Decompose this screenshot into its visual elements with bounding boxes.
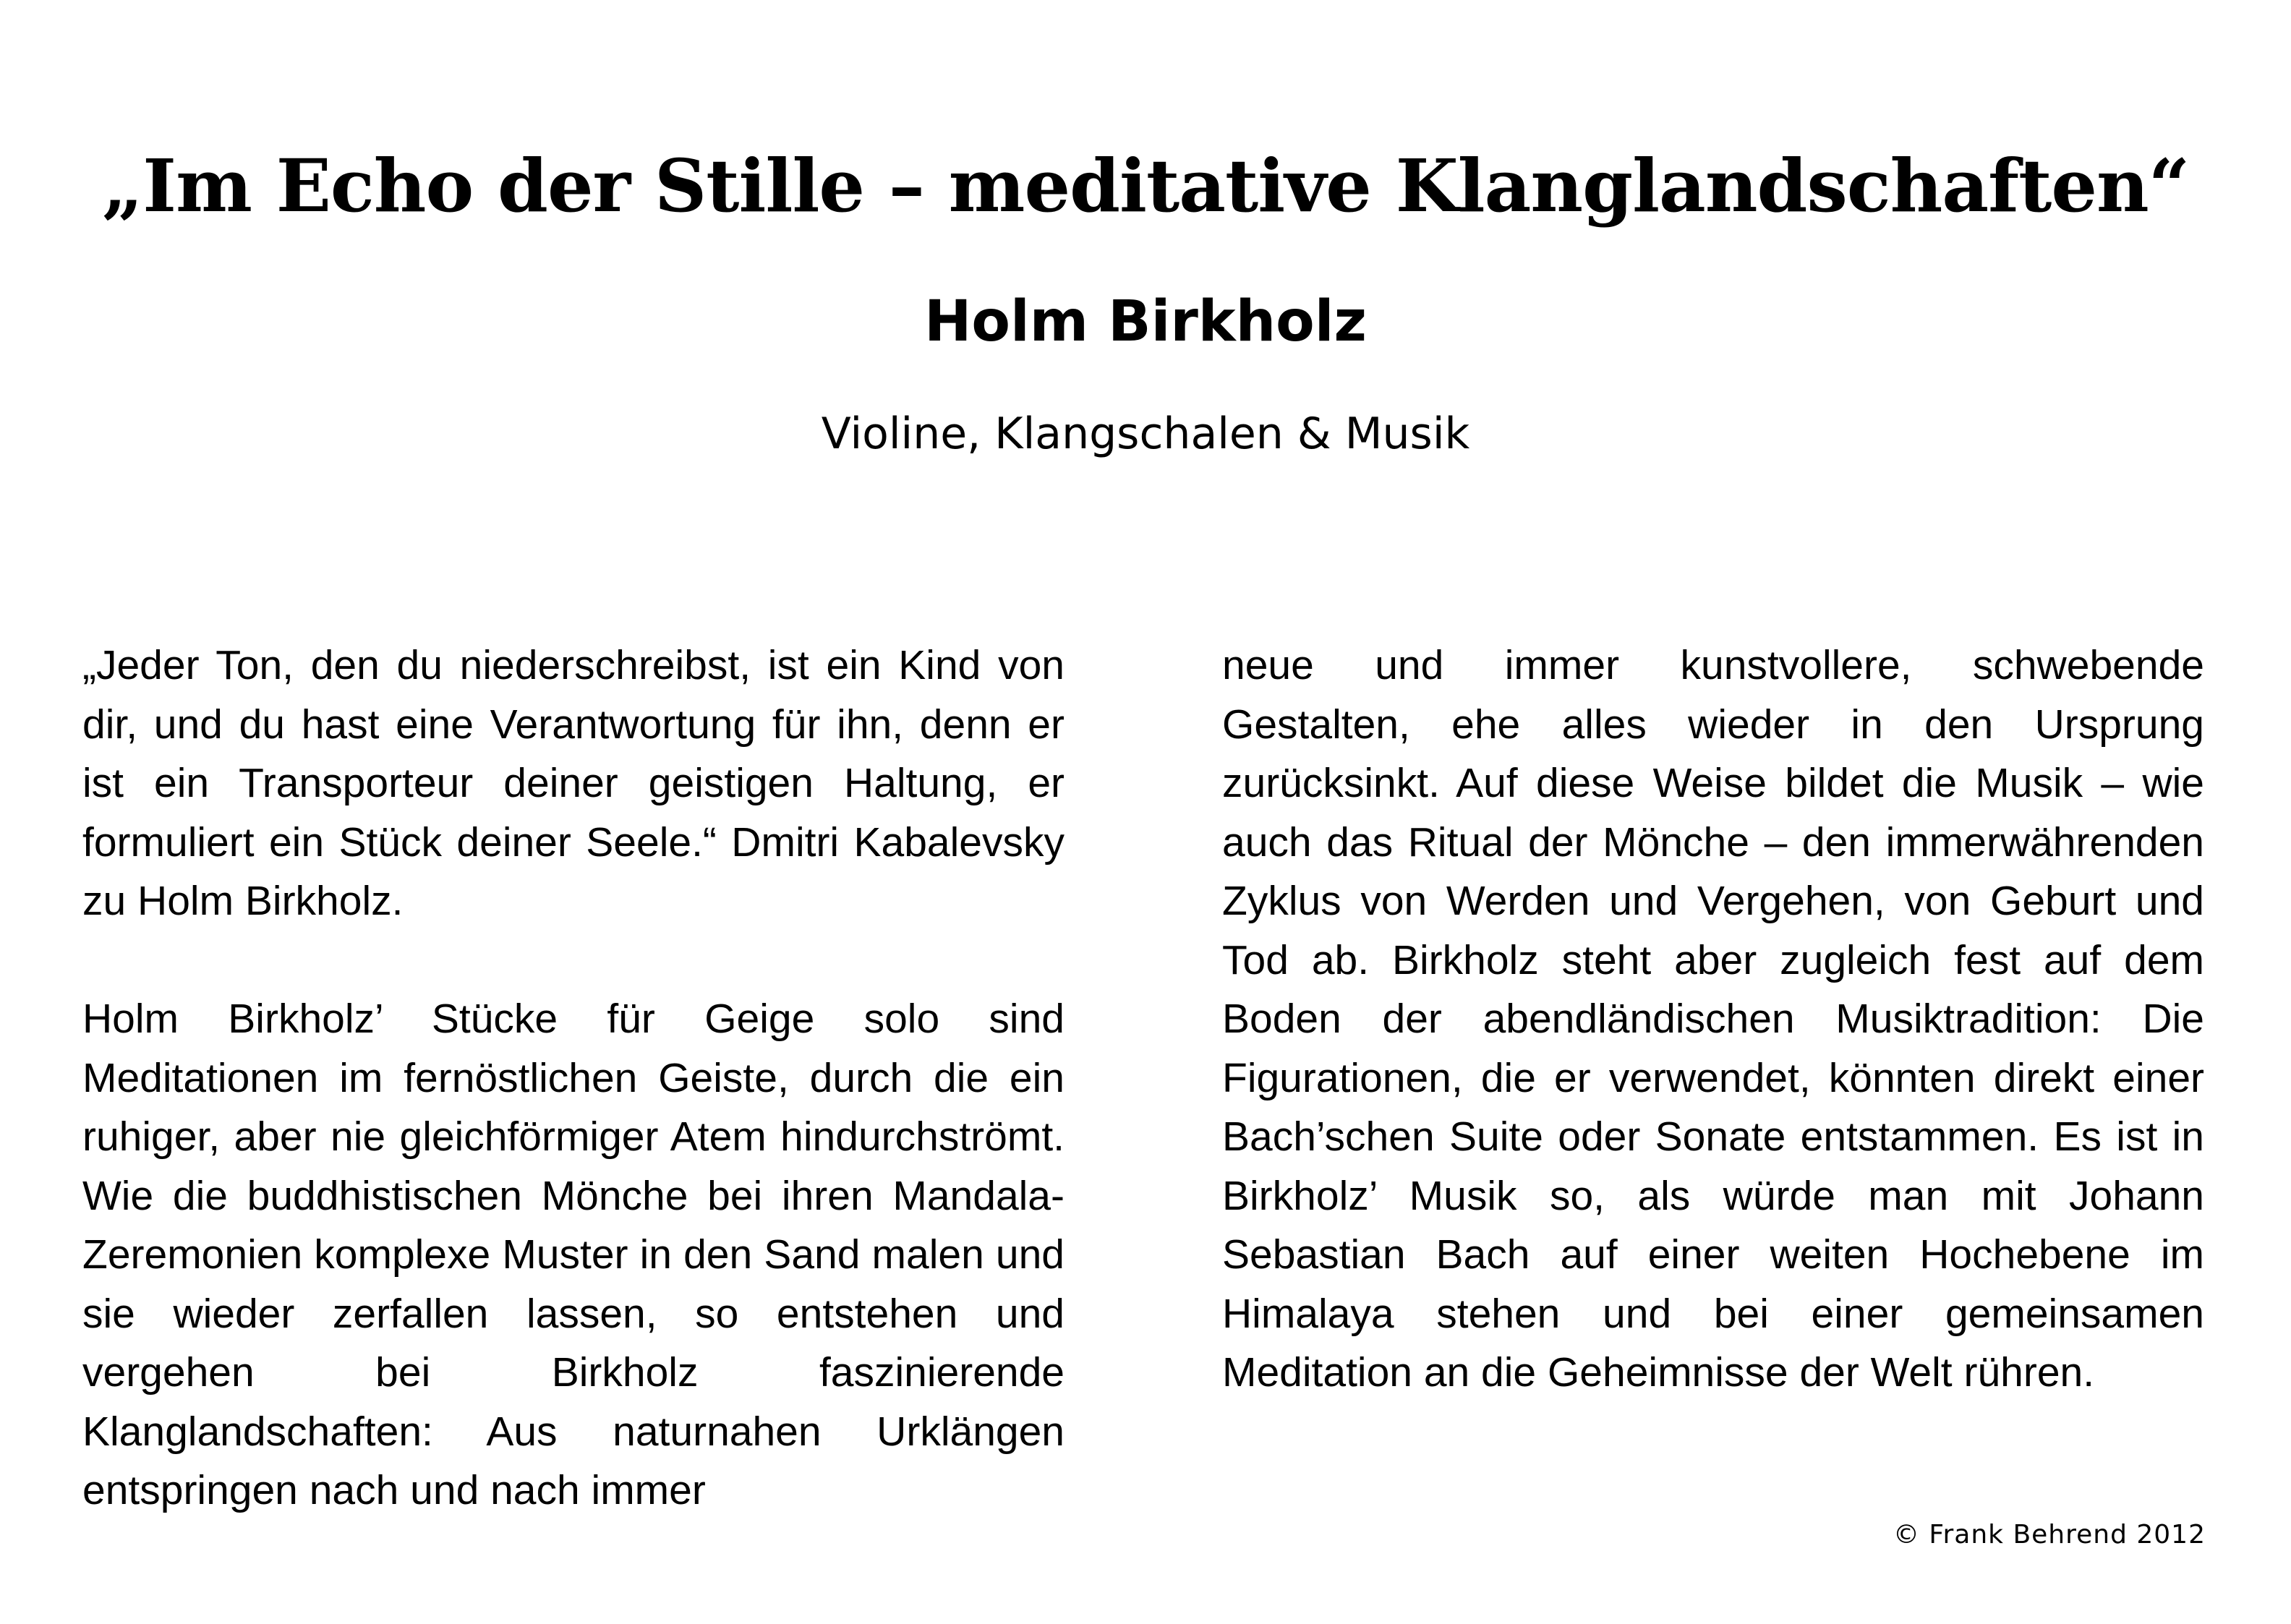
quote-paragraph: „Jeder Ton, den du niederschreibst, ist ein Kind von dir, und du hast eine Verantwortung für ihn, denn er ist ein Transporteur deiner geistigen Haltung, er formuliert ein Stück deiner Seele.“ Dmitri Kabalevsky zu Holm Birkholz. <box>82 642 1065 924</box>
text-column-right <box>1222 636 2204 1403</box>
copyright-notice: © Frank Behrend 2012 <box>1893 1520 2206 1550</box>
document-title: „Im Echo der Stille – meditative Klanglandschaften“ <box>101 143 2190 228</box>
body-paragraph-continued: neue und immer kunstvollere, schwebende Gestalten, ehe alles wieder in den Ursprung zurücksinkt. Auf diese Weise bildet die Musik – wie auch das Ritual der Mönche – den immerwährenden Zyklus von Werden und Vergehen, von Geburt und Tod ab. Birkholz steht aber zugleich fest auf dem Boden der abendländischen Musiktradition: Die Figurationen, die er verwendet, könnten direkt einer Bach’schen Suite oder Sonate entstammen. Es ist in Birkholz’ Musik so, als würde man mit Johann Sebastian Bach auf einer weiten Hochebene im Himalaya stehen und bei einer gemeinsamen Meditation an die Geheimnisse der Welt rühren. <box>1222 642 2204 1396</box>
author-name: Holm Birkholz <box>924 289 1367 354</box>
text-column-left <box>82 636 1065 1521</box>
instrument-subtitle: Violine, Klangschalen & Musik <box>821 409 1470 459</box>
body-paragraph: Holm Birkholz’ Stücke für Geige solo sind Meditationen im fernöstlichen Geiste, durch die ein ruhiger, aber nie gleichförmiger Atem hindurchströmt. Wie die buddhistischen Mönche bei ihren Mandala-Zeremonien komplexe Muster in den Sand malen und sie wieder zerfallen lassen, so entstehen und vergehen bei Birkholz faszinierende Klanglandschaften: Aus naturnahen Urklängen entspringen nach und nach immer <box>82 996 1065 1513</box>
